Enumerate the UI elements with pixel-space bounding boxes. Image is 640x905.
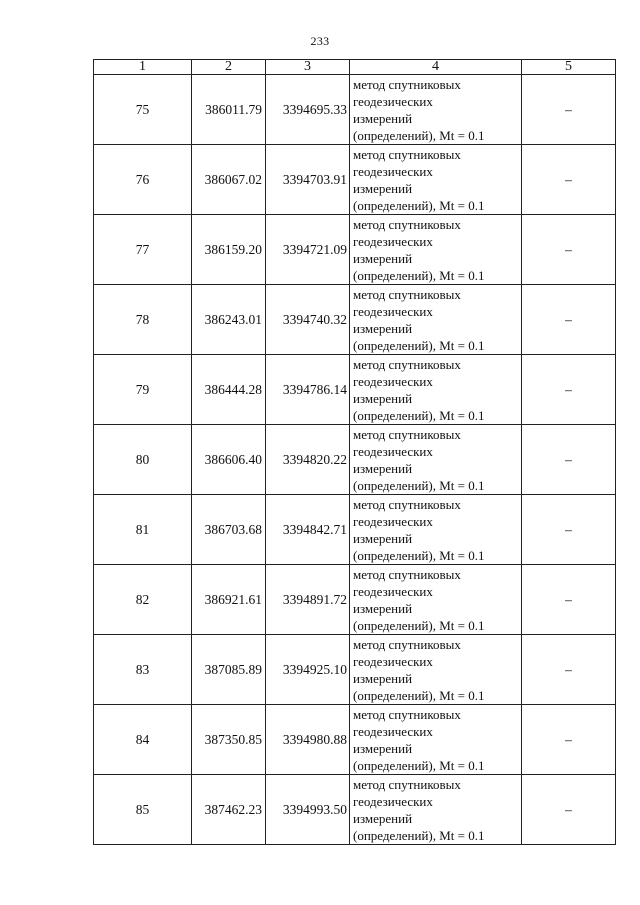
- method-cell: [350, 565, 522, 635]
- y-coordinate-cell: 3394891.72: [266, 565, 350, 635]
- table-row: [94, 355, 616, 425]
- x-coordinate-cell: 386703.68: [192, 495, 266, 565]
- method-text-line: (определений), Mt = 0.1: [353, 757, 485, 773]
- point-number-cell: 83: [94, 635, 192, 705]
- accuracy-dash-cell: –: [522, 635, 616, 705]
- method-text-line: (определений), Mt = 0.1: [353, 827, 485, 843]
- x-coordinate-cell: 386011.79: [192, 75, 266, 145]
- method-cell: [350, 705, 522, 775]
- accuracy-dash-cell: –: [522, 705, 616, 775]
- point-number-cell: 76: [94, 145, 192, 215]
- method-text-line: (определений), Mt = 0.1: [353, 477, 485, 493]
- y-coordinate-cell: 3394842.71: [266, 495, 350, 565]
- method-text-line: измерений: [353, 810, 413, 826]
- method-cell: [350, 355, 522, 425]
- method-text-line: геодезических: [353, 443, 433, 459]
- method-text-line: (определений), Mt = 0.1: [353, 687, 485, 703]
- method-text-line: метод спутниковых: [353, 706, 461, 722]
- accuracy-dash-cell: –: [522, 565, 616, 635]
- header-col-5: 5: [522, 60, 616, 75]
- method-text-line: (определений), Mt = 0.1: [353, 197, 485, 213]
- accuracy-dash-cell: –: [522, 425, 616, 495]
- method-cell: [350, 145, 522, 215]
- table-row: [94, 285, 616, 355]
- page-number: 233: [310, 34, 330, 48]
- header-col-1: 1: [94, 60, 192, 75]
- y-coordinate-cell: 3394703.91: [266, 145, 350, 215]
- method-text-line: (определений), Mt = 0.1: [353, 127, 485, 143]
- accuracy-dash-cell: –: [522, 355, 616, 425]
- point-number-cell: 81: [94, 495, 192, 565]
- method-text-line: (определений), Mt = 0.1: [353, 407, 485, 423]
- method-cell: [350, 495, 522, 565]
- method-text-line: метод спутниковых: [353, 76, 461, 92]
- method-text-line: измерений: [353, 740, 413, 756]
- point-number-cell: 84: [94, 705, 192, 775]
- method-text-line: измерений: [353, 390, 413, 406]
- accuracy-dash-cell: –: [522, 775, 616, 845]
- table-row: [94, 635, 616, 705]
- table-row: [94, 75, 616, 145]
- method-text-line: (определений), Mt = 0.1: [353, 267, 485, 283]
- method-text-line: измерений: [353, 250, 413, 266]
- table-header-row: [94, 60, 616, 75]
- accuracy-dash-cell: –: [522, 285, 616, 355]
- method-text-line: геодезических: [353, 513, 433, 529]
- method-text-line: геодезических: [353, 583, 433, 599]
- point-number-cell: 85: [94, 775, 192, 845]
- method-text-line: измерений: [353, 460, 413, 476]
- y-coordinate-cell: 3394786.14: [266, 355, 350, 425]
- y-coordinate-cell: 3394721.09: [266, 215, 350, 285]
- header-col-4: 4: [350, 60, 522, 75]
- accuracy-dash-cell: –: [522, 495, 616, 565]
- y-coordinate-cell: 3394695.33: [266, 75, 350, 145]
- method-text-line: метод спутниковых: [353, 426, 461, 442]
- x-coordinate-cell: 387350.85: [192, 705, 266, 775]
- method-text-line: измерений: [353, 670, 413, 686]
- header-col-2: 2: [192, 60, 266, 75]
- point-number-cell: 77: [94, 215, 192, 285]
- table-row: [94, 145, 616, 215]
- point-number-cell: 82: [94, 565, 192, 635]
- method-text-line: (определений), Mt = 0.1: [353, 547, 485, 563]
- method-text-line: измерений: [353, 530, 413, 546]
- table-row: [94, 425, 616, 495]
- method-cell: [350, 285, 522, 355]
- method-text-line: измерений: [353, 180, 413, 196]
- method-text-line: (определений), Mt = 0.1: [353, 617, 485, 633]
- point-number-cell: 78: [94, 285, 192, 355]
- method-cell: [350, 425, 522, 495]
- x-coordinate-cell: 386067.02: [192, 145, 266, 215]
- point-number-cell: 79: [94, 355, 192, 425]
- method-text-line: геодезических: [353, 233, 433, 249]
- coordinates-table: [93, 59, 616, 845]
- accuracy-dash-cell: –: [522, 215, 616, 285]
- table-row: [94, 775, 616, 845]
- table-row: [94, 705, 616, 775]
- table-row: [94, 495, 616, 565]
- y-coordinate-cell: 3394980.88: [266, 705, 350, 775]
- method-text-line: метод спутниковых: [353, 216, 461, 232]
- method-text-line: метод спутниковых: [353, 636, 461, 652]
- accuracy-dash-cell: –: [522, 75, 616, 145]
- method-text-line: метод спутниковых: [353, 776, 461, 792]
- x-coordinate-cell: 387462.23: [192, 775, 266, 845]
- method-text-line: геодезических: [353, 303, 433, 319]
- method-text-line: измерений: [353, 600, 413, 616]
- y-coordinate-cell: 3394993.50: [266, 775, 350, 845]
- x-coordinate-cell: 386444.28: [192, 355, 266, 425]
- method-text-line: метод спутниковых: [353, 496, 461, 512]
- method-cell: [350, 215, 522, 285]
- method-text-line: геодезических: [353, 793, 433, 809]
- method-text-line: геодезических: [353, 723, 433, 739]
- x-coordinate-cell: 386243.01: [192, 285, 266, 355]
- method-text-line: метод спутниковых: [353, 566, 461, 582]
- method-text-line: (определений), Mt = 0.1: [353, 337, 485, 353]
- y-coordinate-cell: 3394820.22: [266, 425, 350, 495]
- method-text-line: измерений: [353, 110, 413, 126]
- y-coordinate-cell: 3394740.32: [266, 285, 350, 355]
- method-cell: [350, 75, 522, 145]
- table-body: [94, 75, 616, 845]
- x-coordinate-cell: 386921.61: [192, 565, 266, 635]
- x-coordinate-cell: 387085.89: [192, 635, 266, 705]
- method-text-line: метод спутниковых: [353, 286, 461, 302]
- method-cell: [350, 775, 522, 845]
- point-number-cell: 80: [94, 425, 192, 495]
- header-col-3: 3: [266, 60, 350, 75]
- method-text-line: геодезических: [353, 163, 433, 179]
- method-text-line: измерений: [353, 320, 413, 336]
- method-cell: [350, 635, 522, 705]
- method-text-line: геодезических: [353, 93, 433, 109]
- x-coordinate-cell: 386606.40: [192, 425, 266, 495]
- method-text-line: метод спутниковых: [353, 146, 461, 162]
- method-text-line: геодезических: [353, 653, 433, 669]
- point-number-cell: 75: [94, 75, 192, 145]
- accuracy-dash-cell: –: [522, 145, 616, 215]
- y-coordinate-cell: 3394925.10: [266, 635, 350, 705]
- x-coordinate-cell: 386159.20: [192, 215, 266, 285]
- method-text-line: метод спутниковых: [353, 356, 461, 372]
- method-text-line: геодезических: [353, 373, 433, 389]
- table-row: [94, 215, 616, 285]
- table-row: [94, 565, 616, 635]
